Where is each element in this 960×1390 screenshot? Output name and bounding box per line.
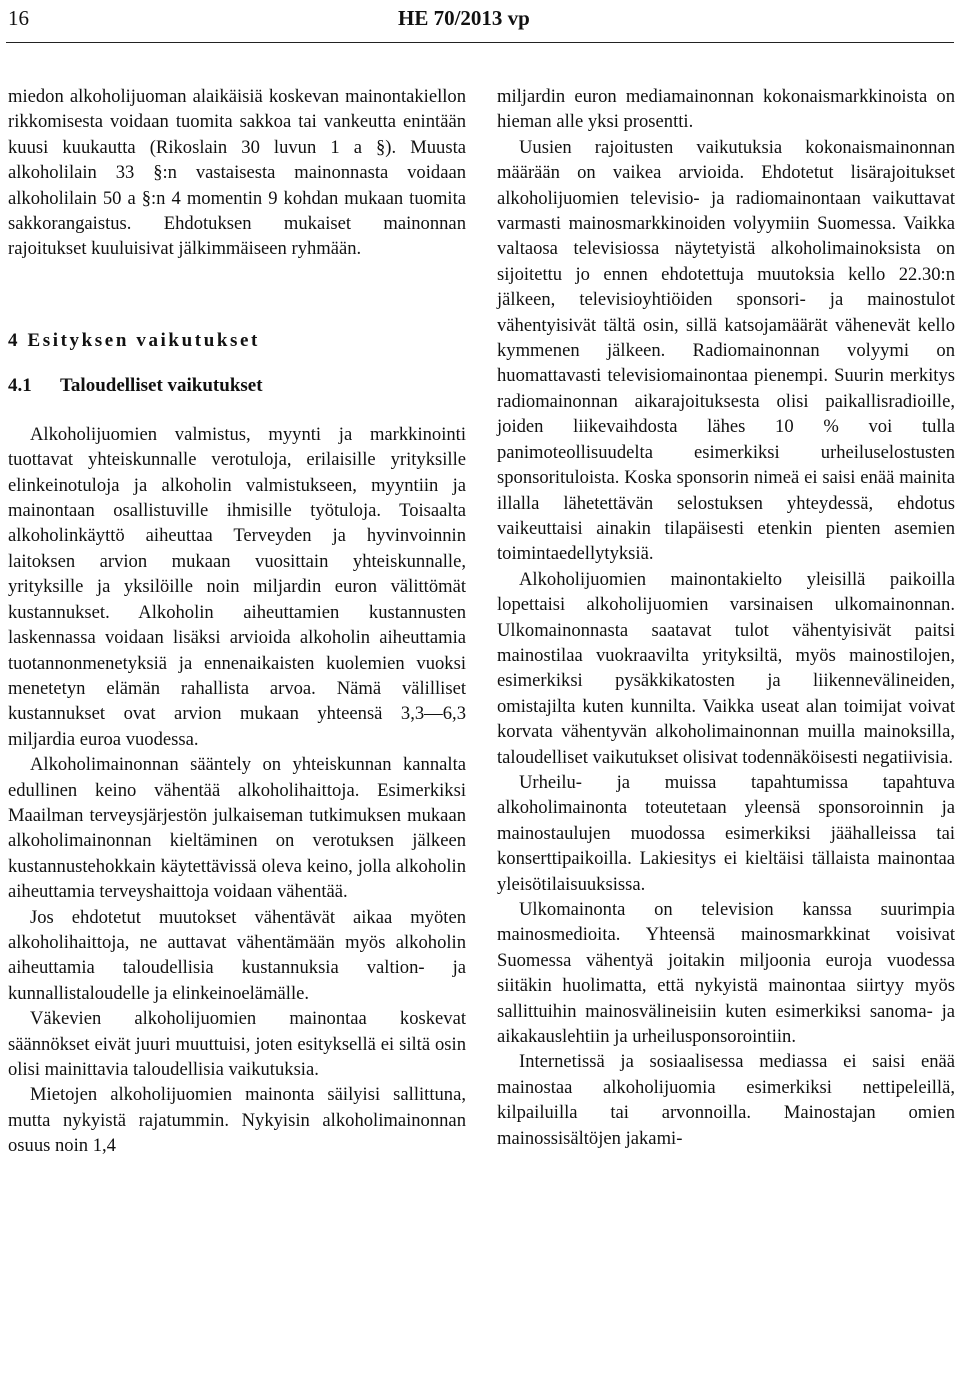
section-heading [8, 328, 466, 353]
right-column [497, 84, 955, 1151]
body-paragraph: Ulkomainonta on television kanssa suurimpia mainosmedioita. Yhteensä mainosmarkkinat voisivat Suomessa vähentyä joitakin miljoonia euroja vuodessa siitäkin huolimatta, että nykyistä mainontaa siirtyy myös sallittuihin mainosvälineisiin kuten esimerkiksi sanoma- ja aikakauslehtiin ja urheilusponsorointiin. [497, 899, 955, 1048]
subsection-heading [8, 373, 466, 398]
subsection-number: 4.1 [8, 374, 32, 396]
intro-paragraph: miedon alkoholijuoman alaikäisiä koskevan mainontakiellon rikkomisesta voidaan tuomita sakkoa tai vankeutta enintään kuusi kuukautta (Rikoslain 30 luvun 1 a §). Muusta alkoholilain 33 §:n vastaisesta mainonnasta voidaan alkoholilain 50 a §:n 4 momentin 9 kohdan mukaan tuomita sakkorangaistus. Ehdotuksen mukaiset mainonnan rajoitukset kuuluisivat jälkimmäiseen ryhmään. [8, 86, 466, 260]
body-paragraph: miljardin euron mediamainonnan kokonaismarkkinoista on hieman alle yksi prosentti. [497, 86, 955, 133]
body-paragraph: Internetissä ja sosiaalisessa mediassa ei saisi enää mainostaa alkoholijuomia esimerkiksi nettipeleillä, kilpailuilla tai arvonnoilla. Mainostajan omien mainossisältöjen jakami- [497, 1051, 955, 1149]
body-paragraph: Mietojen alkoholijuomien mainonta säilyisi sallittuna, mutta nykyistä rajatummin. Nykyisin alkoholimainonnan osuus noin 1,4 [8, 1084, 466, 1157]
header-rule [6, 42, 954, 43]
body-paragraph: Uusien rajoitusten vaikutuksia kokonaismainonnan määrään on vaikea arvioida. Ehdotetut lisärajoitukset alkoholijuomien televisio- ja radiomainontaan vaikuttavat varmasti mainosmarkkinoiden volyymiin Suomessa. Vaikka valtaosa televisiossa näytetyistä alkoholimainoksista on sijoitettu jo ennen ehdotettuja muutoksia kello 22.30:n jälkeen, televisioyhtiöiden sponsori- ja mainostulot vähentyisivät tältä osin, sillä katsojamäärät vähenevät kello kymmenen jälkeen. Radiomainonnan volyymi on huomattavasti televisiomainontaa pienempi. Suurin merkitys radiomainonnan aikarajoituksesta olisi paikallisradioille, joiden liikevaihdosta lähes 10 % voi tulla panimoteollisuudelta esimerkiksi urheiluselostusten sponsorituloista. Koska sponsorin nimeä ei saisi enää mainita illalla lähetettävän selostuksen yhteydessä, ehdotus vaikeuttaisi ainakin tilapäisesti etenkin pienten asemien toimintaedellytyksiä. [497, 136, 955, 565]
document-id: HE 70/2013 vp [398, 6, 530, 30]
body-paragraph: Urheilu- ja muissa tapahtumissa tapahtuva alkoholimainonta toteutetaan yleensä sponsoroinnin ja mainostaulujen muodossa esimerkiksi jäähalleissa tai konserttipaikoilla. Lakiesitys ei kieltäisi tällaista mainontaa yleisötilaisuuksissa. [497, 771, 955, 895]
body-paragraph: Alkoholimainonnan sääntely on yhteiskunnan kannalta edullinen keino vähentää alkoholihaittoja. Esimerkiksi Maailman terveysjärjestön julkaiseman tutkimuksen mukaan alkoholimainonnan kieltäminen on verotuksen jälkeen kustannustehokkain käytettävissä oleva keino, jolla alkoholin aiheuttamia terveyshaittoja voidaan vähentää. [8, 754, 466, 903]
section-number: 4 [8, 329, 21, 351]
subsection-title: Taloudelliset vaikutukset [60, 374, 263, 396]
page-number: 16 [8, 6, 29, 30]
body-paragraph: Alkoholijuomien valmistus, myynti ja markkinointi tuottavat yhteiskunnalle verotuloja, erilaisille yrityksille elinkeinotuloja ja alkoholin valmistukseen, myyntiin ja mainontaan osallistuville ihmisille työtuloja. Toisaalta alkoholinkäyttö aiheuttaa Terveyden ja hyvinvoinnin laitoksen arvion mukaan vuosittain yhteiskunnalle, yrityksille ja yksilöille noin miljardin euron välittömät kustannukset. Alkoholin aiheuttamien kustannusten laskennassa voidaan lisäksi arvioida alkoholin aiheuttamia tuotannonmenetyksiä ja ennenaikaisten kuolemien vuoksi menetetyn elämän rahallista arvoa. Nämä välilliset kustannukset ovat arvion mukaan yhteensä 3,3—6,3 miljardia euroa vuodessa. [8, 423, 466, 750]
body-paragraph: Jos ehdotetut muutokset vähentävät aikaa myöten alkoholihaittoja, ne auttavat vähentämään myös alkoholin aiheuttamia taloudellisia kustannuksia valtion- ja kunnallistaloudelle ja elinkeinoelämälle. [8, 906, 466, 1004]
section-title: Esityksen vaikutukset [27, 329, 260, 351]
body-paragraph: Alkoholijuomien mainontakielto yleisillä paikoilla lopettaisi alkoholijuomien varsinaisen ulkomainonnan. Ulkomainonnasta saatavat tulot vähentyisivät paitsi mainostilaa vuokraavilta yrityksiltä, myös mainostilojen, esimerkiksi pysäkkikatosten ja liikennevälineiden, omistajilta kuten kunnilta. Vaikka useat alan toimijat voivat korvata vähentyvän alkoholimainonnan muilla mainoksilla, taloudelliset vaikutukset olisivat todennäköisesti negatiivisia. [497, 568, 955, 768]
left-column [8, 84, 466, 1159]
body-paragraph: Väkevien alkoholijuomien mainontaa koskevat säännökset eivät juuri muuttuisi, joten esityksellä ei siltä osin olisi mainittavia taloudellisia vaikutuksia. [8, 1008, 466, 1080]
